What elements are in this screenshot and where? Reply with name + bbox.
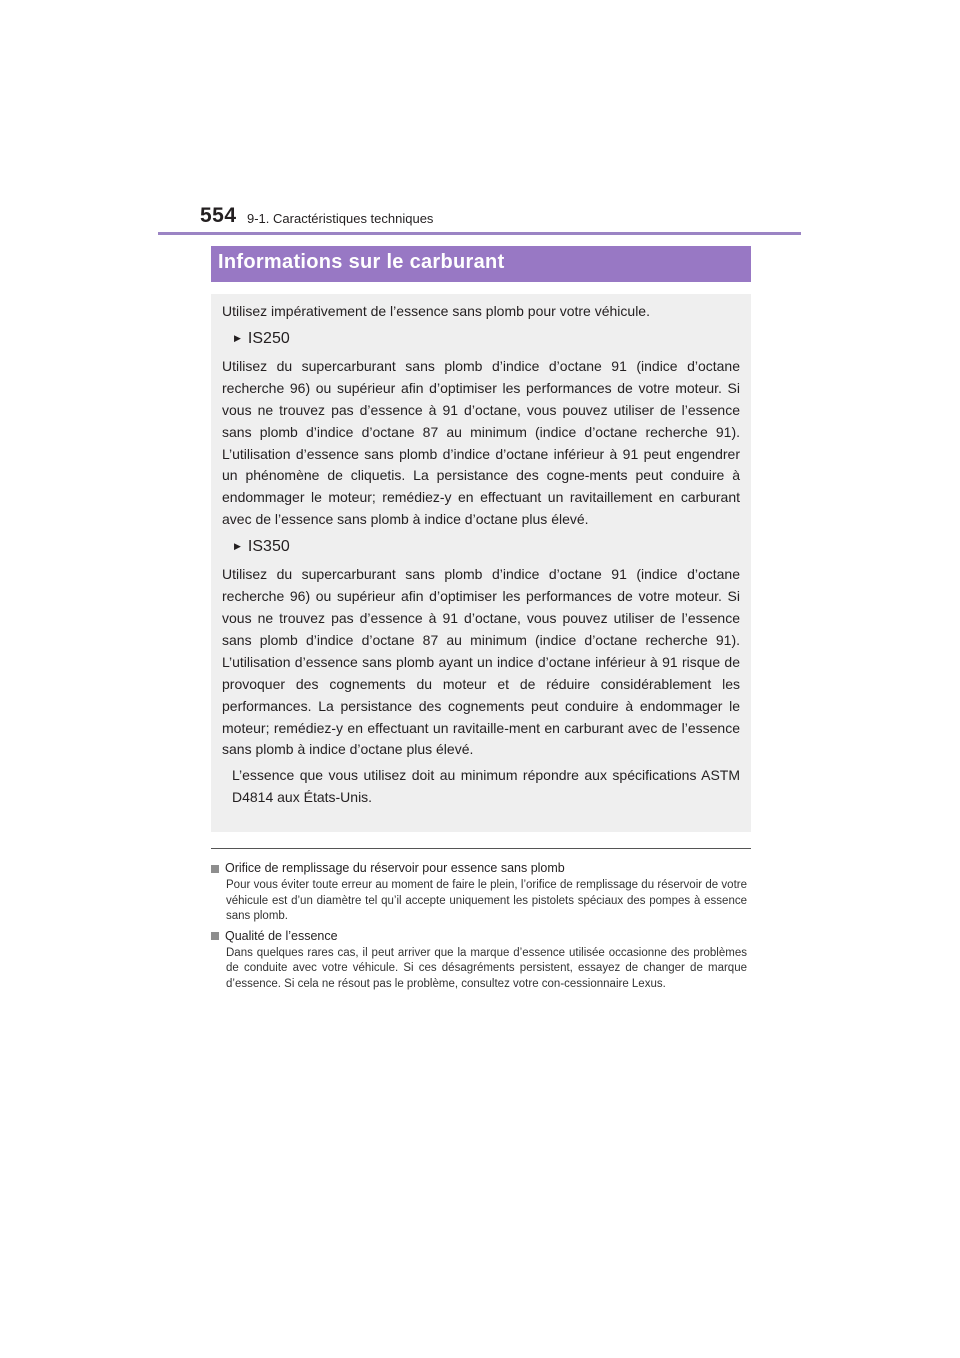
note-heading: [211, 860, 747, 877]
section-banner: [211, 246, 751, 282]
model-name: IS350: [247, 538, 290, 556]
page-number: 554: [200, 204, 237, 227]
square-bullet-icon: [211, 932, 219, 940]
astm-note: L’essence que vous utilisez doit au minimum répondre aux spécifications ASTM D4814 aux États-Unis.: [232, 767, 740, 806]
model-heading-is350: [234, 535, 740, 560]
fuel-info-box: [211, 294, 751, 832]
model-text-is250: Utilisez du supercarburant sans plomb d’indice d’octane 91 (indice d’octane recherche 96) ou supérieur afin d’optimiser les performances de votre moteur. Si vous ne trouvez pas d’essence à 91 d’octane, vous pouvez utiliser de l’essence sans plomb d’indice d’octane 87 au minimum (indice d’octane recherche 91). L’utilisation d’essence sans plomb d’indice d’octane inférieur à 91 peut engendrer un phénomène de cliquetis. La persistance des cogne-ments peut conduire à endommager le moteur; remédiez-y en effectuant un ravitaillement en carburant avec de l’essence sans plomb à indice d’octane plus élevé.: [222, 357, 740, 528]
header-divider: [158, 232, 801, 235]
square-bullet-icon: [211, 865, 219, 873]
note-title: Orifice de remplissage du réservoir pour essence sans plomb: [225, 861, 565, 875]
notes-divider: [211, 848, 751, 849]
intro-text: Utilisez impérativement de l’essence sans plomb pour votre véhicule.: [222, 303, 650, 319]
model-text-is350: Utilisez du supercarburant sans plomb d’indice d’octane 91 (indice d’octane recherche 96) ou supérieur afin d’optimiser les performances de votre moteur. Si vous ne trouvez pas d’essence à 91 d’octane, vous pouvez utiliser de l’essence sans plomb d’indice d’octane 87 au minimum (indice d’octane recherche 91). L’utilisation d’essence sans plomb ayant un indice d’octane inférieur à 91 risque de provoquer des cognements du moteur et de réduire considérablement les performances. La persistance des cognements peut conduire à endommager le moteur; remédiez-y en effectuant un ravitaille-ment en carburant avec de l’essence sans plomb à indice d’octane plus élevé.: [222, 566, 740, 758]
banner-title: Informations sur le carburant: [218, 251, 505, 273]
section-title: 9-1. Caractéristiques techniques: [247, 211, 434, 226]
model-name: IS250: [247, 329, 290, 347]
note-body: Pour vous éviter toute erreur au moment de faire le plein, l’orifice de remplissage du réservoir de votre véhicule est d’un diamètre tel qu’il accepte uniquement les pistolets spéciaux des pompes à essence sans plomb.: [226, 879, 747, 923]
model-heading-is250: [234, 327, 740, 352]
triangle-bullet-icon: ▶: [234, 541, 241, 552]
notes-section: [211, 857, 747, 993]
note-body: Dans quelques rares cas, il peut arriver que la marque d’essence utilisée occasionne des problèmes de conduite avec votre véhicule. Si ces désagréments persistent, essayez de changer de marque d’essence. Si cela ne résout pas le problème, consultez votre con-cessionnaire Lexus.: [226, 946, 747, 990]
triangle-bullet-icon: ▶: [234, 332, 241, 343]
note-heading: [211, 928, 747, 945]
note-title: Qualité de l’essence: [225, 928, 338, 943]
